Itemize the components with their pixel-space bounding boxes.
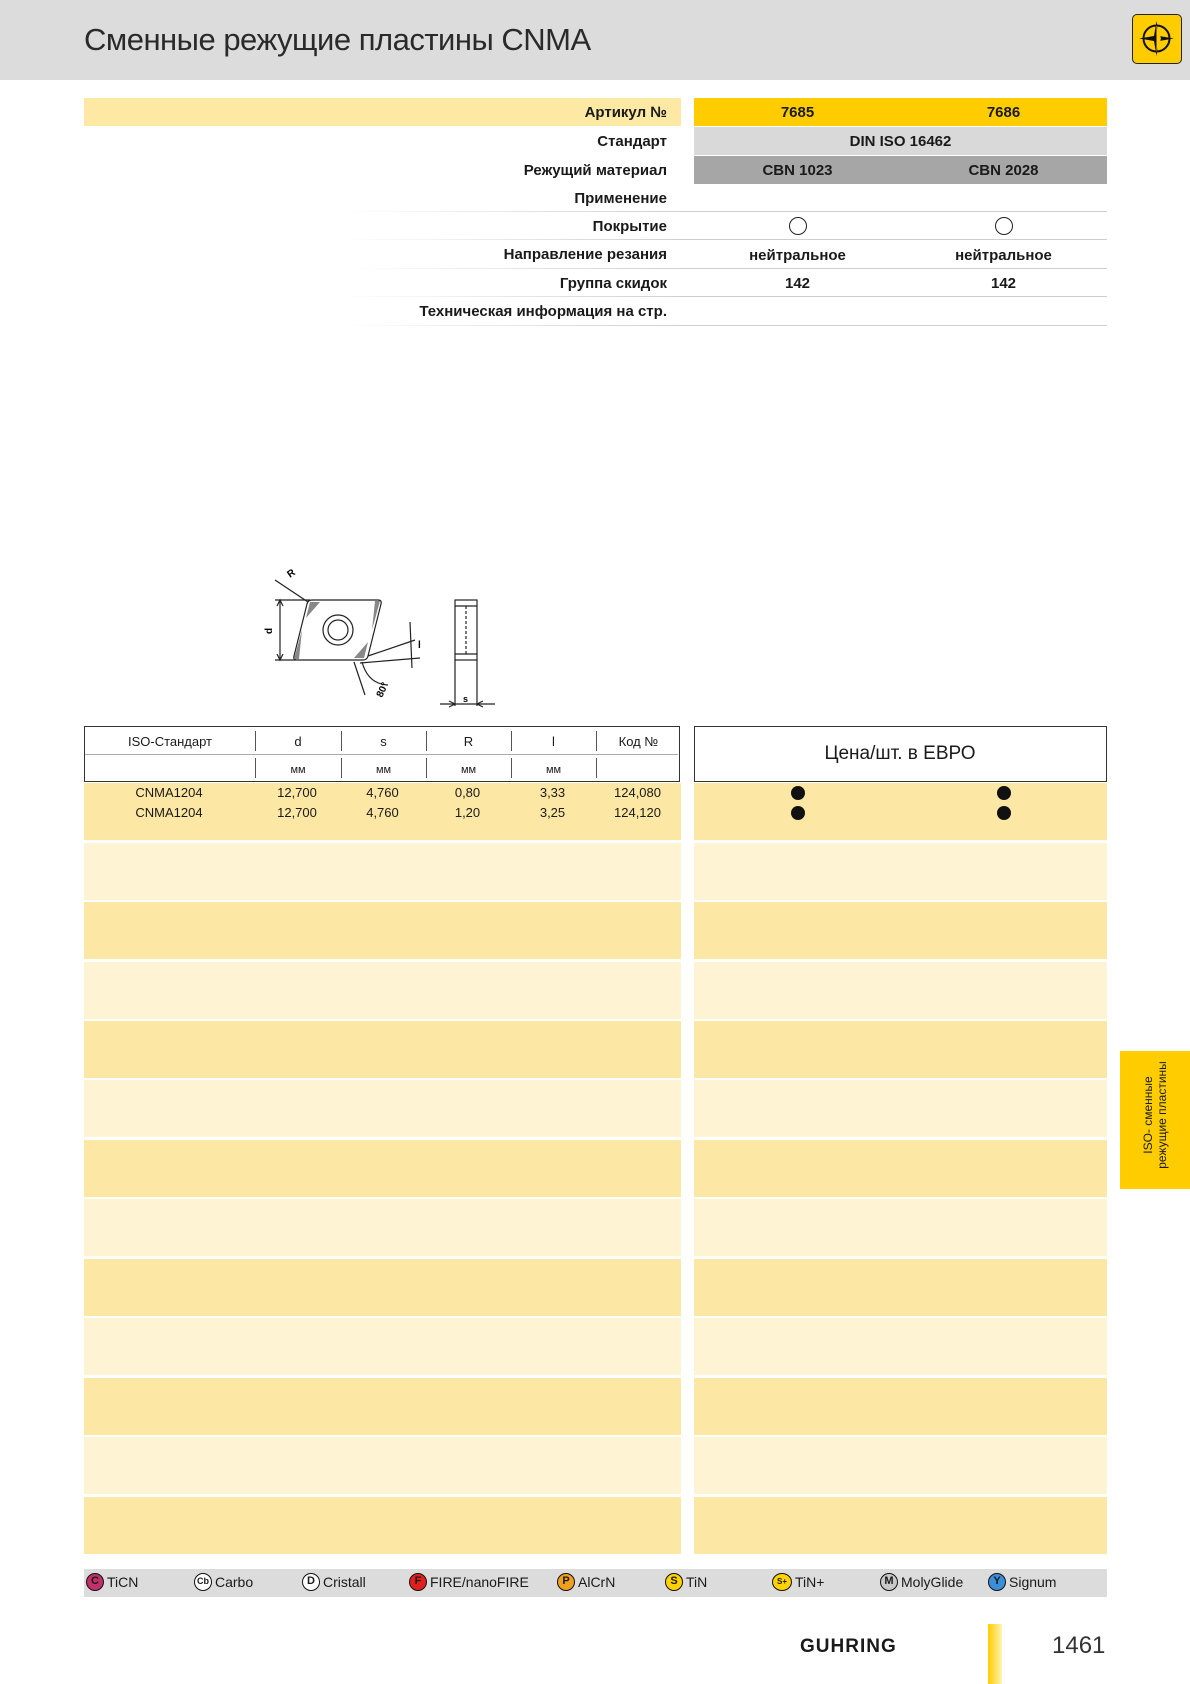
label-discount: Группа скидок <box>559 275 667 292</box>
cell-r: 0,80 <box>454 785 481 800</box>
divider <box>341 731 342 751</box>
coating-p-icon: P <box>557 1573 575 1591</box>
legend-label: FIRE/nanoFIRE <box>430 1574 529 1590</box>
standard-value: DIN ISO 16462 <box>849 133 952 150</box>
discount-value-1: 142 <box>784 275 811 292</box>
cell-s: 4,760 <box>366 805 399 820</box>
legend-label: Cristall <box>323 1574 366 1590</box>
col-header-code: Код № <box>618 734 659 749</box>
legend-label: TiN+ <box>795 1574 825 1590</box>
col-header-d: d <box>294 734 302 749</box>
coating-s-icon: S <box>665 1573 683 1591</box>
cell-l: 3,33 <box>539 785 566 800</box>
legend-item <box>988 1573 1056 1591</box>
table-row-band <box>84 902 681 959</box>
table-row-band <box>84 1497 681 1554</box>
table-row-band <box>84 1199 681 1256</box>
legend-label: MolyGlide <box>901 1574 964 1590</box>
unit-r: мм <box>460 764 477 776</box>
table-row-band <box>694 1437 1107 1494</box>
coating-cb-icon: Cb <box>194 1573 212 1591</box>
coating-none-icon <box>789 217 807 235</box>
coating-c-icon: C <box>86 1573 104 1591</box>
legend-item <box>557 1573 615 1591</box>
divider <box>340 211 1107 212</box>
table-header <box>84 726 680 782</box>
divider <box>85 754 678 755</box>
dim-label-angle: 80° <box>374 680 392 700</box>
table-row-band <box>694 1199 1107 1256</box>
cell-l: 3,25 <box>539 805 566 820</box>
legend-label: AlCrN <box>578 1574 616 1590</box>
table-row-band <box>84 962 681 1019</box>
table-row-band <box>694 1259 1107 1316</box>
table-row-band <box>694 1318 1107 1375</box>
divider <box>426 731 427 751</box>
guhring-logo-icon <box>1132 14 1182 64</box>
legend-item <box>86 1573 138 1591</box>
label-techinfo: Техническая информация на стр. <box>419 303 667 320</box>
table-row-band <box>694 902 1107 959</box>
dim-label-d: d <box>264 627 275 634</box>
col-header-iso: ISO-Стандарт <box>127 734 213 749</box>
availability-dot-icon <box>997 786 1011 800</box>
divider <box>511 731 512 751</box>
table-row-band <box>84 1437 681 1494</box>
col-header-l: l <box>552 734 555 749</box>
coating-legend <box>84 1569 1107 1597</box>
unit-d: мм <box>290 764 306 776</box>
label-direction: Направление резания <box>503 246 667 263</box>
cell-code: 124,080 <box>614 785 661 800</box>
legend-label: Carbo <box>215 1574 254 1590</box>
discount-value-2: 142 <box>990 275 1017 292</box>
article-value-1: 7685 <box>780 104 815 121</box>
cell-d: 12,700 <box>277 785 317 800</box>
direction-value-2: нейтральное <box>955 247 1052 264</box>
availability-dot-icon <box>997 806 1011 820</box>
material-value-2: CBN 2028 <box>968 162 1039 179</box>
table-row-band <box>84 1318 681 1375</box>
availability-dot-icon <box>791 786 805 800</box>
coating-m-icon: M <box>880 1573 898 1591</box>
divider <box>340 296 1107 297</box>
material-value-1: CBN 1023 <box>762 162 833 179</box>
table-row-band <box>694 1021 1107 1078</box>
col-header-s: s <box>380 734 387 749</box>
insert-drawing <box>250 560 510 720</box>
table-row-band <box>694 962 1107 1019</box>
dim-label-r: R <box>285 567 298 581</box>
table-row-band <box>84 1259 681 1316</box>
availability-dot-icon <box>791 806 805 820</box>
dim-label-l: l <box>418 640 421 651</box>
brand-logo-text: GUHRING <box>800 1636 897 1657</box>
page-title: Сменные режущие пластины CNMA <box>84 22 591 57</box>
unit-l: мм <box>545 764 562 776</box>
legend-item <box>302 1573 366 1591</box>
price-header <box>694 726 1107 782</box>
footer-accent-bar <box>988 1624 1002 1684</box>
table-row-band <box>694 1140 1107 1197</box>
label-application: Применение <box>574 190 667 207</box>
cell-r: 1,20 <box>454 805 481 820</box>
cell-d: 12,700 <box>277 805 317 820</box>
coating-f-icon: F <box>409 1573 427 1591</box>
legend-label: TiN <box>686 1574 708 1590</box>
side-tab-line1: ISO- сменные <box>1141 1076 1155 1154</box>
label-coating: Покрытие <box>592 218 667 235</box>
divider <box>511 758 512 778</box>
legend-item <box>880 1573 963 1591</box>
divider <box>340 268 1107 269</box>
label-article: Артикул № <box>584 104 667 121</box>
coating-s-plus-icon: S+ <box>772 1573 792 1591</box>
legend-item <box>409 1573 529 1591</box>
col-header-r: R <box>463 734 474 749</box>
divider <box>596 731 597 751</box>
divider <box>340 325 1107 326</box>
coating-d-icon: D <box>302 1573 320 1591</box>
divider <box>596 758 597 778</box>
legend-item <box>194 1573 253 1591</box>
table-row-band <box>694 783 1107 840</box>
side-tab-label <box>1141 1040 1169 1190</box>
legend-item <box>665 1573 707 1591</box>
coating-y-icon: Y <box>988 1573 1006 1591</box>
cell-code: 124,120 <box>614 805 661 820</box>
legend-item <box>772 1573 824 1591</box>
coating-none-icon <box>995 217 1013 235</box>
divider <box>255 731 256 751</box>
table-row-band <box>694 1080 1107 1137</box>
section-side-tab <box>1120 1051 1190 1189</box>
divider <box>255 758 256 778</box>
table-row-band <box>84 1378 681 1435</box>
page-number: 1461 <box>1052 1632 1106 1659</box>
table-row-band <box>84 1080 681 1137</box>
dim-label-s: s <box>463 694 469 704</box>
divider <box>426 758 427 778</box>
label-standard: Стандарт <box>597 133 667 150</box>
price-header-title: Цена/шт. в ЕВРО <box>824 743 976 764</box>
label-material: Режущий материал <box>523 162 667 179</box>
table-row-band <box>694 1378 1107 1435</box>
legend-label: TiCN <box>107 1574 139 1590</box>
cell-s: 4,760 <box>366 785 399 800</box>
divider <box>341 758 342 778</box>
cell-iso: CNMA1204 <box>135 785 203 800</box>
direction-value-1: нейтральное <box>749 247 846 264</box>
legend-label: Signum <box>1009 1574 1057 1590</box>
table-row-band <box>694 843 1107 900</box>
cell-iso: CNMA1204 <box>135 805 203 820</box>
unit-s: мм <box>375 764 392 776</box>
table-row-band <box>84 843 681 900</box>
divider <box>340 239 1107 240</box>
table-row-band <box>694 1497 1107 1554</box>
article-value-2: 7686 <box>986 104 1021 121</box>
table-row-band <box>84 1140 681 1197</box>
table-row-band <box>84 1021 681 1078</box>
side-tab-line2: режущие пластины <box>1155 1061 1169 1169</box>
